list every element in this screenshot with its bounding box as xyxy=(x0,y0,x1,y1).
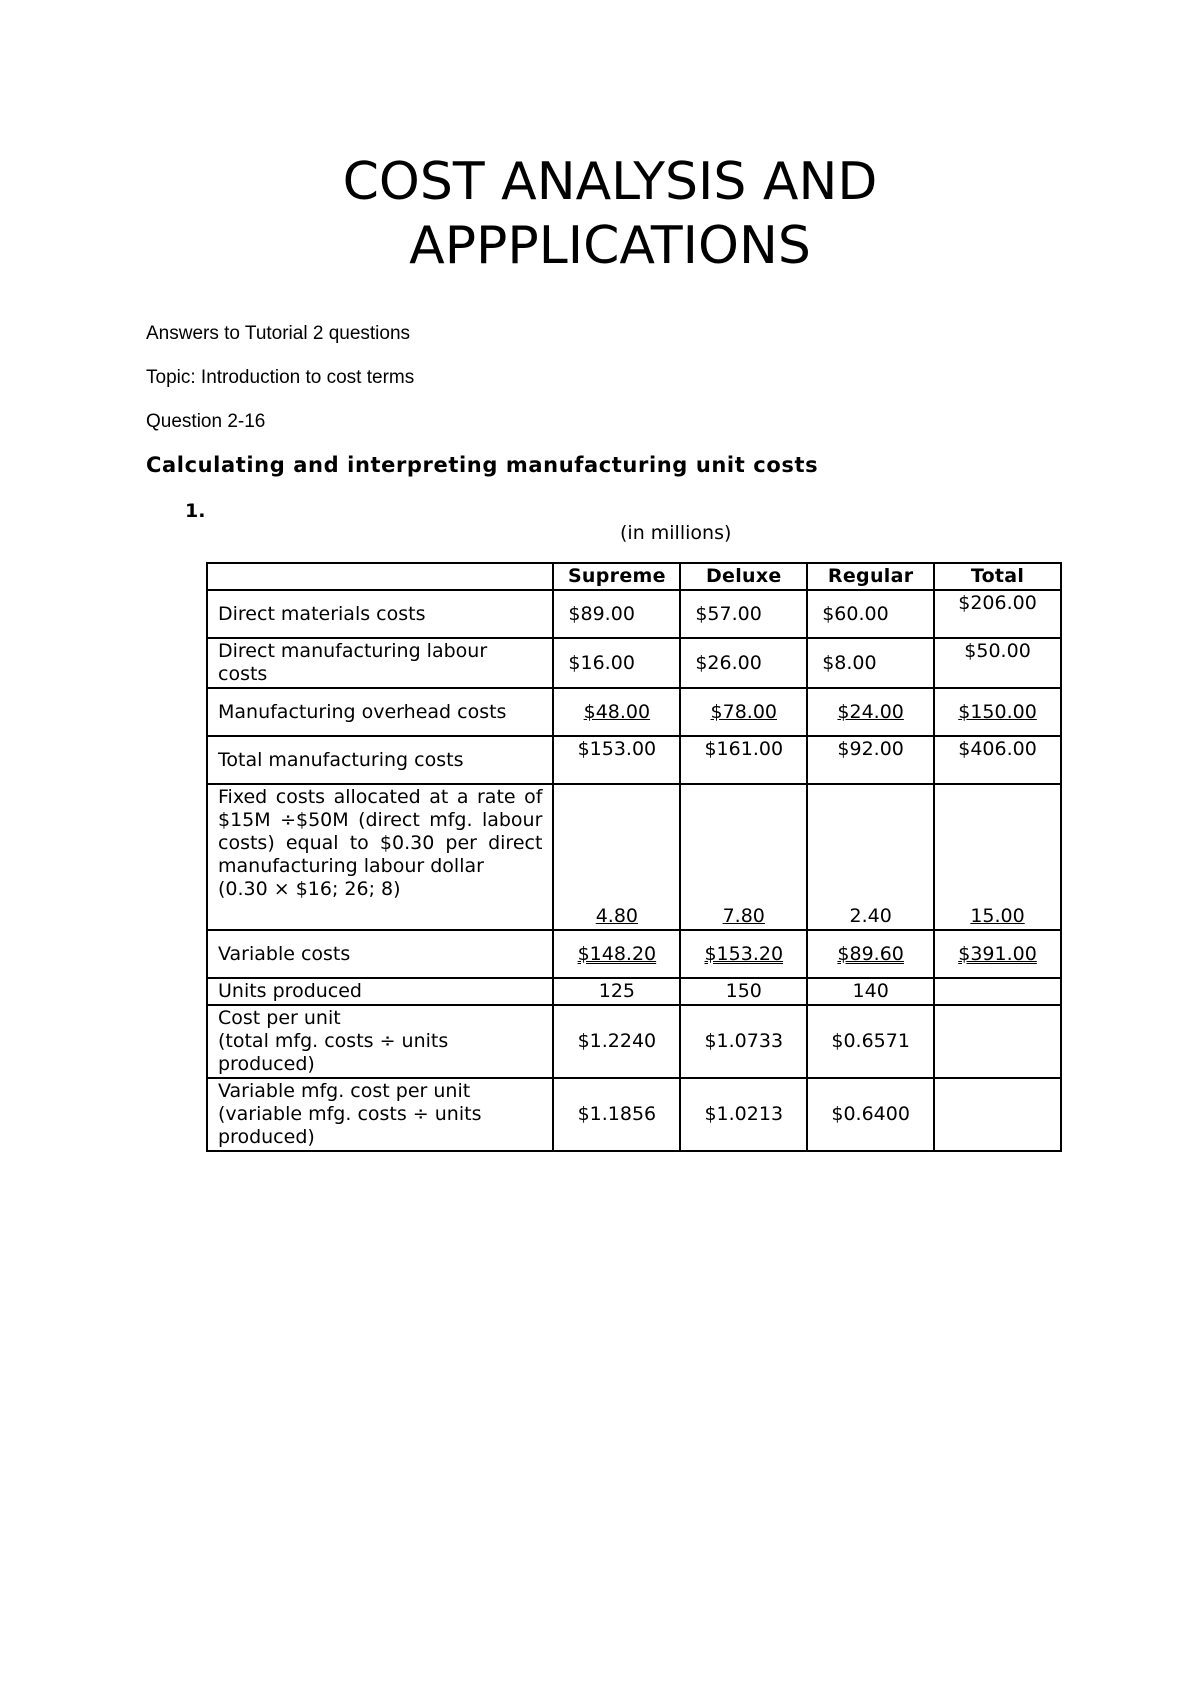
row-label: Direct manufacturing labour costs xyxy=(207,638,553,688)
cell-deluxe: 7.80 xyxy=(680,784,807,930)
table-row xyxy=(207,784,1061,930)
variable-per-unit-note: (variable mfg. costs ÷ units produced) xyxy=(218,1103,482,1148)
table-header-row xyxy=(207,563,1061,590)
cell-supreme: $1.1856 xyxy=(553,1078,680,1151)
intro-text: Answers to Tutorial 2 questions xyxy=(146,323,411,344)
row-label xyxy=(207,1078,553,1151)
row-label: Variable costs xyxy=(207,930,553,978)
title-line-1: COST ANALYSIS AND xyxy=(342,152,878,212)
cell-supreme: $148.20 xyxy=(553,930,680,978)
cell-supreme: $16.00 xyxy=(553,638,680,688)
cell-total: $406.00 xyxy=(934,736,1061,784)
cell-total: $50.00 xyxy=(934,638,1061,688)
row-label xyxy=(207,784,553,930)
item-number: 1. xyxy=(185,500,206,522)
cell-regular: 140 xyxy=(807,978,934,1005)
cell-regular: $0.6400 xyxy=(807,1078,934,1151)
cell-total: $391.00 xyxy=(934,930,1061,978)
header-total: Total xyxy=(934,563,1061,590)
table-row xyxy=(207,736,1061,784)
cell-total xyxy=(934,1005,1061,1078)
cell-deluxe: $57.00 xyxy=(680,590,807,638)
cell-deluxe: 150 xyxy=(680,978,807,1005)
cost-per-unit-note: (total mfg. costs ÷ units produced) xyxy=(218,1030,449,1075)
row-label: Manufacturing overhead costs xyxy=(207,688,553,736)
variable-per-unit-label: Variable mfg. cost per unit xyxy=(218,1080,471,1102)
header-blank xyxy=(207,563,553,590)
cell-total: 15.00 xyxy=(934,784,1061,930)
header-regular: Regular xyxy=(807,563,934,590)
section-heading: Calculating and interpreting manufacturing unit costs xyxy=(146,453,819,477)
cell-supreme: $153.00 xyxy=(553,736,680,784)
cell-regular: $24.00 xyxy=(807,688,934,736)
topic-text: Topic: Introduction to cost terms xyxy=(146,367,415,388)
cell-supreme: $89.00 xyxy=(553,590,680,638)
table-row xyxy=(207,638,1061,688)
cell-total xyxy=(934,978,1061,1005)
cell-total: $206.00 xyxy=(934,590,1061,638)
fixed-costs-text: Fixed costs allocated at a rate of $15M ÷$50M (direct mfg. labour costs) equal to $0.30 per direct manufacturing labour dollar xyxy=(218,786,543,877)
cell-regular: 2.40 xyxy=(807,784,934,930)
table-row xyxy=(207,590,1061,638)
table-row xyxy=(207,978,1061,1005)
cell-regular: $92.00 xyxy=(807,736,934,784)
title-line-2: APPPLICATIONS xyxy=(409,216,811,276)
cell-regular: $60.00 xyxy=(807,590,934,638)
cell-supreme: $1.2240 xyxy=(553,1005,680,1078)
cell-supreme: $48.00 xyxy=(553,688,680,736)
cell-total xyxy=(934,1078,1061,1151)
cell-supreme: 125 xyxy=(553,978,680,1005)
header-deluxe: Deluxe xyxy=(680,563,807,590)
row-label: Units produced xyxy=(207,978,553,1005)
document-title xyxy=(200,150,1020,278)
cell-deluxe: $1.0213 xyxy=(680,1078,807,1151)
row-label xyxy=(207,1005,553,1078)
cell-regular: $89.60 xyxy=(807,930,934,978)
question-text: Question 2-16 xyxy=(146,411,266,432)
cell-regular: $0.6571 xyxy=(807,1005,934,1078)
fixed-costs-note: (0.30 × $16; 26; 8) xyxy=(218,878,401,900)
cell-deluxe: $26.00 xyxy=(680,638,807,688)
cost-table xyxy=(206,562,1062,1152)
header-supreme: Supreme xyxy=(553,563,680,590)
unit-note: (in millions) xyxy=(620,522,732,544)
table-row xyxy=(207,688,1061,736)
row-label: Direct materials costs xyxy=(207,590,553,638)
row-label: Total manufacturing costs xyxy=(207,736,553,784)
table-row xyxy=(207,930,1061,978)
cell-regular: $8.00 xyxy=(807,638,934,688)
table-row xyxy=(207,1005,1061,1078)
cell-deluxe: $78.00 xyxy=(680,688,807,736)
cell-total: $150.00 xyxy=(934,688,1061,736)
cell-deluxe: $153.20 xyxy=(680,930,807,978)
table-row xyxy=(207,1078,1061,1151)
cost-per-unit-label: Cost per unit xyxy=(218,1007,341,1029)
cell-deluxe: $1.0733 xyxy=(680,1005,807,1078)
cell-deluxe: $161.00 xyxy=(680,736,807,784)
cell-supreme: 4.80 xyxy=(553,784,680,930)
